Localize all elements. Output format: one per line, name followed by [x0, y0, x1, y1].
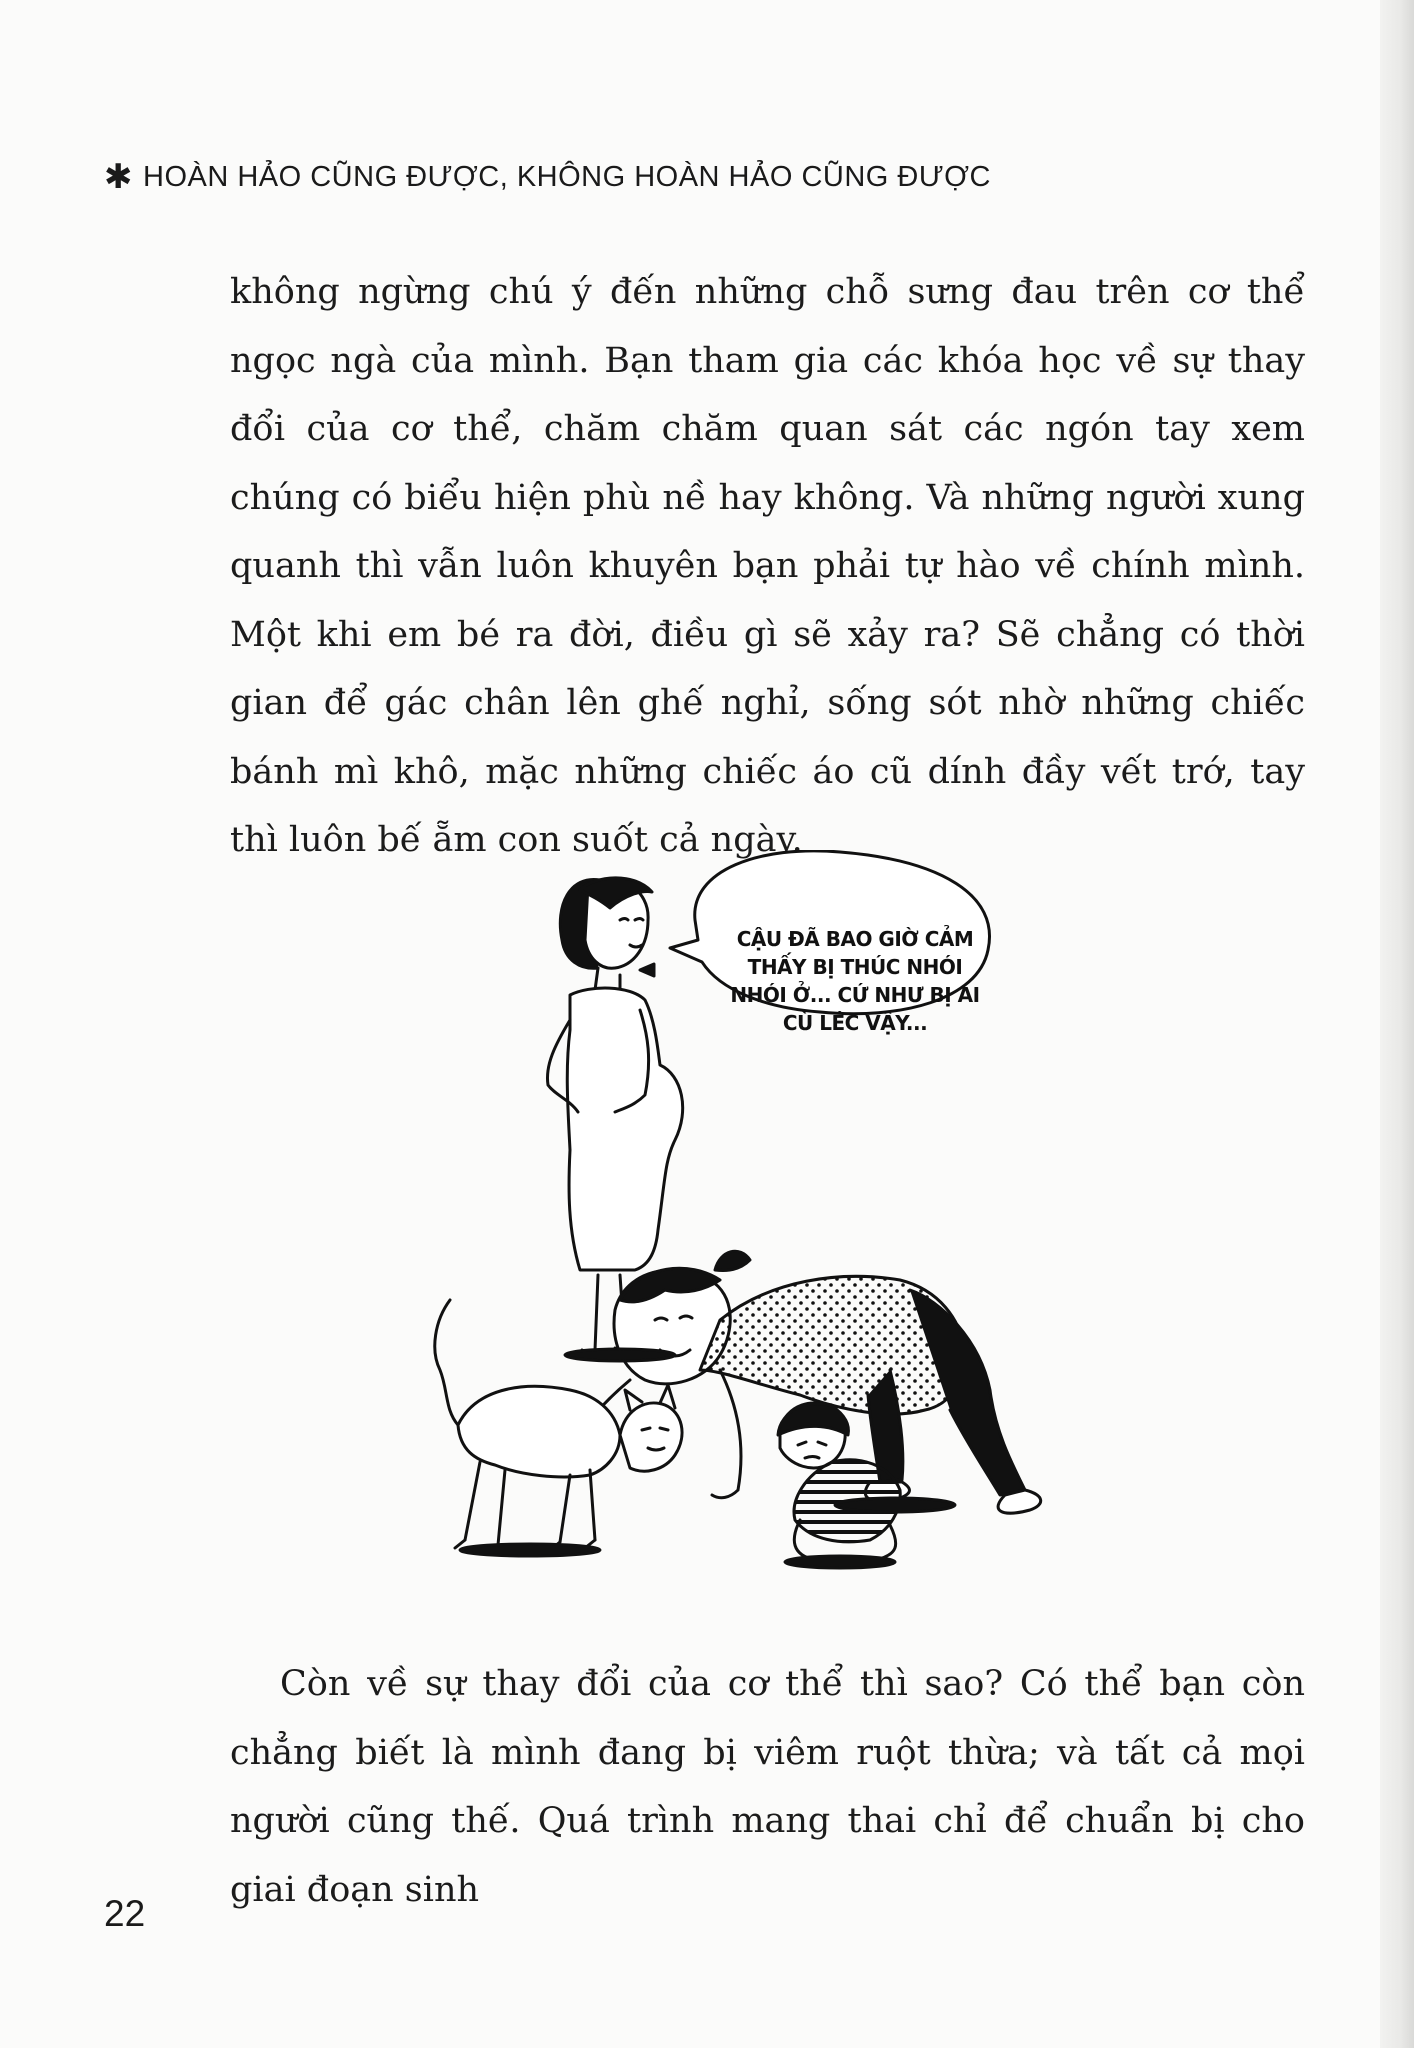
- mother-bending-figure: [532, 1251, 1041, 1513]
- running-header: [104, 160, 991, 194]
- speech-bubble-text: CẬU ĐÃ BAO GIỜ CẢM THẤY BỊ THÚC NHÓI NHÓI Ở... CỨ NHƯ BỊ AI CÙ LÉC VẬY...: [730, 927, 980, 1035]
- header-title: HOÀN HẢO CŨNG ĐƯỢC, KHÔNG HOÀN HẢO CŨNG ĐƯỢC: [143, 160, 991, 193]
- body-paragraph-1: không ngừng chú ý đến những chỗ sưng đau trên cơ thể ngọc ngà của mình. Bạn tham gia các khóa học về sự thay đổi của cơ thể, chăm chăm quan sát các ngón tay xem chúng có biểu hiện phù nề hay không. Và những người xung quanh thì vẫn luôn khuyên bạn phải tự hào về chính mình. Một khi em bé ra đời, điều gì sẽ xảy ra? Sẽ chẳng có thời gian để gác chân lên ghế nghỉ, sống sót nhờ những chiếc bánh mì khô, mặc những chiếc áo cũ dính đầy vết trớ, tay thì luôn bế ẵm con suốt cả ngày.: [230, 272, 1305, 860]
- asterisk-icon: ✱: [104, 158, 133, 196]
- page-edge: [1380, 0, 1414, 2048]
- page-number: 22: [104, 1893, 146, 1934]
- body-paragraph-2: Còn về sự thay đổi của cơ thể thì sao? Có thể bạn còn chẳng biết là mình đang bị viêm ruột thừa; và tất cả mọi người cũng thế. Quá trình mang thai chỉ để chuẩn bị cho giai đoạn sinh: [230, 1664, 1305, 1910]
